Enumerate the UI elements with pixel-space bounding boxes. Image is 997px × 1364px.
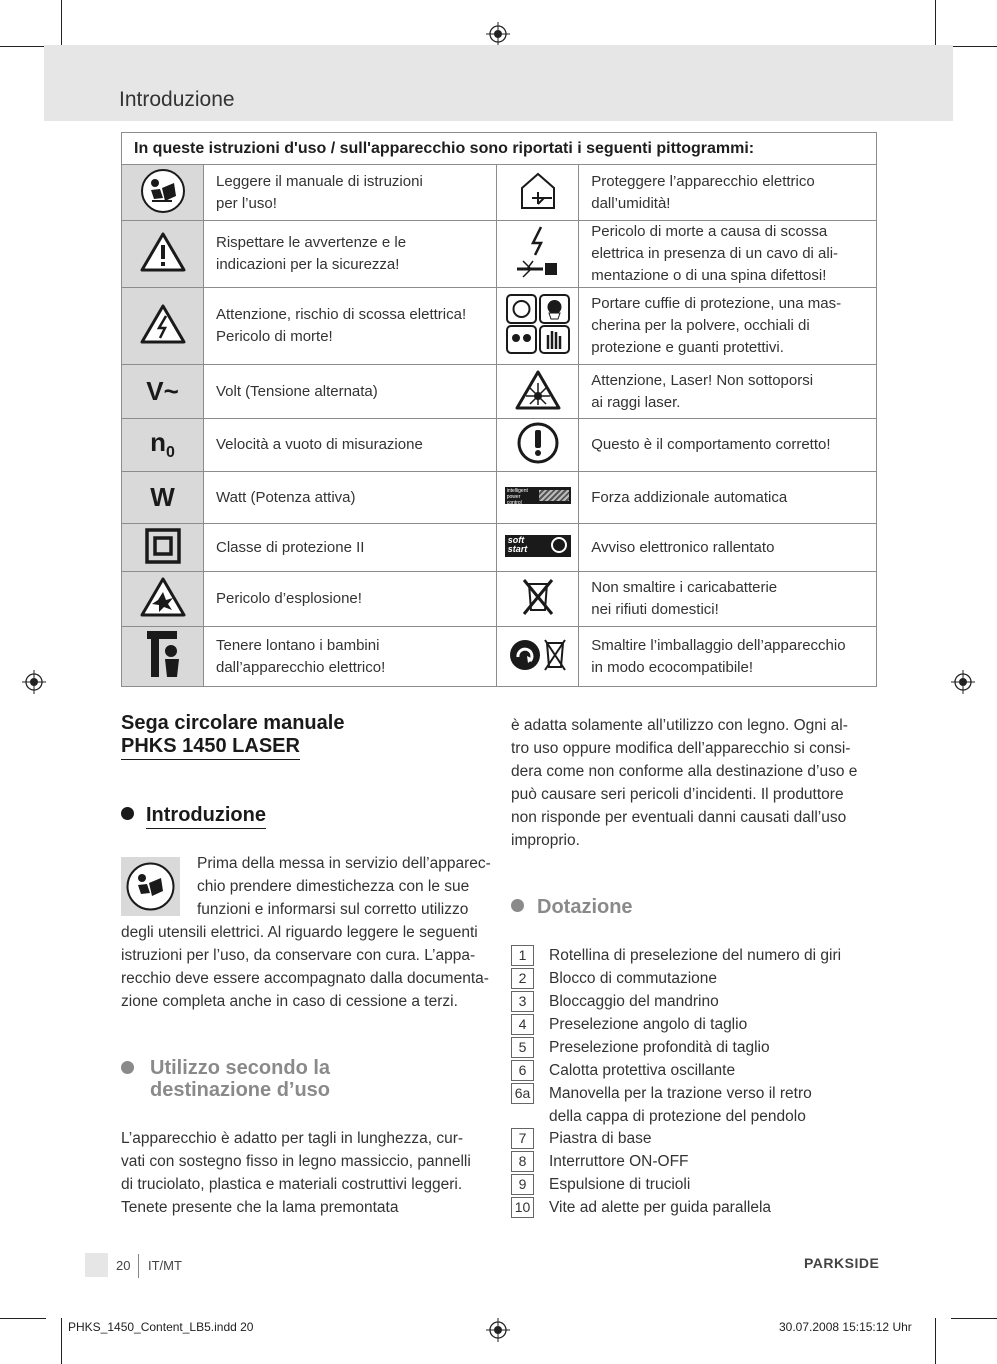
read-manual-icon <box>121 857 180 916</box>
icon-cell <box>122 419 204 472</box>
table-heading: In queste istruzioni d'uso / sull'apparecchio sono riportati i seguenti pittogrammi: <box>122 133 877 165</box>
read-manual-icon <box>140 168 186 214</box>
page-number: 20 <box>116 1258 131 1273</box>
text-line: zione completa anche in caso di cessione a terzi. <box>121 993 458 1010</box>
bullet-icon <box>121 1061 134 1074</box>
bullet-icon <box>511 899 524 912</box>
section-title: Introduzione <box>146 804 266 829</box>
right-description: Smaltire l’imballaggio dell’apparecchio in modo ecocompatibile! <box>579 627 877 687</box>
item-label: Interruttore ON-OFF <box>549 1153 689 1170</box>
warning-triangle-icon <box>139 230 187 274</box>
symbol-subscript: 0 <box>165 444 175 462</box>
badge-text: soft start <box>507 534 528 554</box>
text-line: di truciolato, plastica e materiali costruttivi leggeri. <box>121 1176 463 1193</box>
left-description: Watt (Potenza attiva) <box>204 472 497 524</box>
section-heading-usage <box>121 1057 330 1101</box>
right-description: Forza addizionale automatica <box>579 472 877 524</box>
product-model: PHKS 1450 LASER <box>121 735 300 760</box>
crop-mark <box>935 1318 936 1364</box>
badge-graphic <box>539 490 569 501</box>
icon-cell <box>497 472 579 524</box>
section-title-line1: Utilizzo secondo la <box>150 1057 331 1079</box>
text-line: vati con sostegno fisso in legno massiccio, pannelli <box>121 1153 471 1170</box>
icon-cell <box>122 627 204 687</box>
damaged-cable-icon <box>513 225 563 279</box>
keep-children-away-icon <box>141 629 185 681</box>
text-line: può causare seri pericoli d’incidenti. Il produttore <box>511 786 844 803</box>
left-description: Pericolo d’esplosione! <box>204 572 497 627</box>
text-line: degli utensili elettrici. Al riguardo leggere le seguenti <box>121 924 478 941</box>
house-moisture-icon <box>518 170 558 212</box>
pictogram-table <box>121 132 877 687</box>
table-row <box>122 627 877 687</box>
item-label: Manovella per la trazione verso il retro <box>549 1085 812 1102</box>
table-row <box>122 165 877 221</box>
page-title: Introduzione <box>119 88 235 111</box>
badge-text: intelligent power control <box>506 488 528 506</box>
text-line: funzioni e informarsi sul corretto utilizzo <box>197 901 469 918</box>
item-label: Vite ad alette per guida parallela <box>549 1199 772 1216</box>
crop-mark <box>951 1318 997 1319</box>
text-line: improprio. <box>511 832 580 849</box>
left-description: Attenzione, rischio di scossa elettrica! Pericolo di morte! <box>204 288 497 365</box>
left-description: Volt (Tensione alternata) <box>204 365 497 419</box>
text-line: tro uso oppure modifica dell’apparecchio si consi- <box>511 740 851 757</box>
footer-box <box>85 1253 108 1277</box>
item-number: 3 <box>511 991 534 1012</box>
icon-cell <box>497 419 579 472</box>
left-description: Leggere il manuale di istruzioni per l’uso! <box>204 165 497 221</box>
crop-mark <box>61 1318 62 1364</box>
icon-cell <box>122 365 204 419</box>
registration-mark-icon <box>22 670 46 694</box>
electric-shock-icon <box>139 302 187 346</box>
recycle-icon <box>509 637 567 673</box>
icon-cell <box>122 524 204 572</box>
soft-start-icon <box>505 535 571 557</box>
icon-cell <box>497 288 579 365</box>
print-slug-file: PHKS_1450_Content_LB5.indd 20 <box>68 1320 254 1334</box>
registration-mark-icon <box>486 1318 510 1342</box>
crop-mark <box>0 46 46 47</box>
table-row <box>122 472 877 524</box>
text-line: dera come non conforme alla destinazione d’uso e <box>511 763 858 780</box>
table-row <box>122 572 877 627</box>
crop-mark <box>61 0 62 46</box>
read-manual-thumb <box>121 857 180 916</box>
protective-equipment-icon <box>505 293 571 355</box>
registration-mark-icon <box>486 22 510 46</box>
usage-text <box>121 1127 501 1219</box>
icon-cell <box>497 524 579 572</box>
crossed-bin-icon <box>521 576 555 618</box>
no-load-speed-symbol <box>150 427 175 462</box>
product-title-line1: Sega circolare manuale <box>121 712 345 734</box>
footer-divider <box>138 1254 139 1278</box>
crop-mark <box>0 1318 46 1319</box>
right-description: Attenzione, Laser! Non sottoporsi ai raggi laser. <box>579 365 877 419</box>
watt-symbol: W <box>150 482 175 512</box>
print-slug-date: 30.07.2008 15:15:12 Uhr <box>779 1320 912 1334</box>
symbol-main: n <box>150 427 166 458</box>
intelligent-power-control-icon <box>505 487 571 504</box>
left-description: Tenere lontano i bambini dall’apparecchio elettrico! <box>204 627 497 687</box>
right-description: Questo è il comportamento corretto! <box>579 419 877 472</box>
item-number: 1 <box>511 945 534 966</box>
footer-language: IT/MT <box>148 1258 182 1273</box>
table-row <box>122 419 877 472</box>
protection-class-icon <box>144 527 182 565</box>
crop-mark <box>951 46 997 47</box>
right-description: Pericolo di morte a causa di scossa elettrica in presenza di un cavo di ali- mentazione o di una spina difettosi! <box>579 221 877 288</box>
icon-cell <box>122 221 204 288</box>
item-number: 5 <box>511 1037 534 1058</box>
right-description: Portare cuffie di protezione, una mas- cherina per la polvere, occhiali di protezione e guanti protettivi. <box>579 288 877 365</box>
left-description: Classe di protezione II <box>204 524 497 572</box>
item-number: 7 <box>511 1128 534 1149</box>
item-number: 8 <box>511 1151 534 1172</box>
crop-mark <box>935 0 936 46</box>
item-label: Preselezione profondità di taglio <box>549 1039 770 1056</box>
right-description: Non smaltire i caricabatterie nei rifiuti domestici! <box>579 572 877 627</box>
item-number: 9 <box>511 1174 534 1195</box>
right-description: Proteggere l’apparecchio elettrico dall’umidità! <box>579 165 877 221</box>
text-line: Prima della messa in servizio dell’apparec- <box>197 855 491 872</box>
item-number: 6 <box>511 1060 534 1081</box>
exclamation-circle-icon <box>516 421 560 465</box>
text-line: è adatta solamente all’utilizzo con legno. Ogni al- <box>511 717 848 734</box>
laser-warning-icon <box>514 369 562 411</box>
product-title <box>121 712 344 760</box>
icon-cell <box>497 572 579 627</box>
section-title: Dotazione <box>537 896 633 918</box>
icon-cell <box>122 288 204 365</box>
icon-cell <box>497 221 579 288</box>
table-row <box>122 133 877 165</box>
item-label: Blocco di commutazione <box>549 970 717 987</box>
table-row <box>122 288 877 365</box>
intro-text-wrapped <box>197 852 497 921</box>
intro-text <box>121 921 501 1013</box>
item-label: Piastra di base <box>549 1130 652 1147</box>
item-number: 6a <box>511 1083 534 1104</box>
left-description: Rispettare le avvertenze e le indicazioni per la sicurezza! <box>204 221 497 288</box>
item-label-continued: della cappa di protezione del pendolo <box>549 1108 806 1125</box>
icon-cell <box>122 165 204 221</box>
item-label: Calotta protettiva oscillante <box>549 1062 736 1079</box>
text-line: non risponde per eventuali danni causati dall’uso <box>511 809 847 826</box>
table-row <box>122 524 877 572</box>
left-description: Velocità a vuoto di misurazione <box>204 419 497 472</box>
table-row <box>122 365 877 419</box>
item-label: Rotellina di preselezione del numero di giri <box>549 947 842 964</box>
text-line: L’apparecchio è adatto per tagli in lunghezza, cur- <box>121 1130 464 1147</box>
section-title-line2: destinazione d’uso <box>150 1079 331 1101</box>
item-label: Preselezione angolo di taglio <box>549 1016 748 1033</box>
volt-symbol: V~ <box>146 376 179 406</box>
usage-text-continued <box>511 714 881 852</box>
text-line: Tenete presente che la lama premontata <box>121 1199 399 1216</box>
icon-cell <box>497 365 579 419</box>
icon-cell <box>122 572 204 627</box>
item-label: Espulsione di trucioli <box>549 1176 691 1193</box>
item-number: 10 <box>511 1197 534 1218</box>
registration-mark-icon <box>951 670 975 694</box>
explosion-icon <box>139 576 187 618</box>
icon-cell <box>497 627 579 687</box>
item-label: Bloccaggio del mandrino <box>549 993 719 1010</box>
brand-logo: PARKSIDE <box>804 1255 880 1271</box>
right-description: Avviso elettronico rallentato <box>579 524 877 572</box>
section-heading-intro <box>121 804 266 827</box>
icon-cell <box>497 165 579 221</box>
item-number: 4 <box>511 1014 534 1035</box>
icon-cell <box>122 472 204 524</box>
text-line: istruzioni per l’uso, da conservare con cura. L’appa- <box>121 947 476 964</box>
section-heading-supply <box>511 896 633 919</box>
bullet-icon <box>121 807 134 820</box>
badge-graphic <box>551 537 567 553</box>
text-line: recchio deve essere accompagnato dalla documenta- <box>121 970 489 987</box>
table-row <box>122 221 877 288</box>
item-number: 2 <box>511 968 534 989</box>
text-line: chio prendere dimestichezza con le sue <box>197 878 470 895</box>
